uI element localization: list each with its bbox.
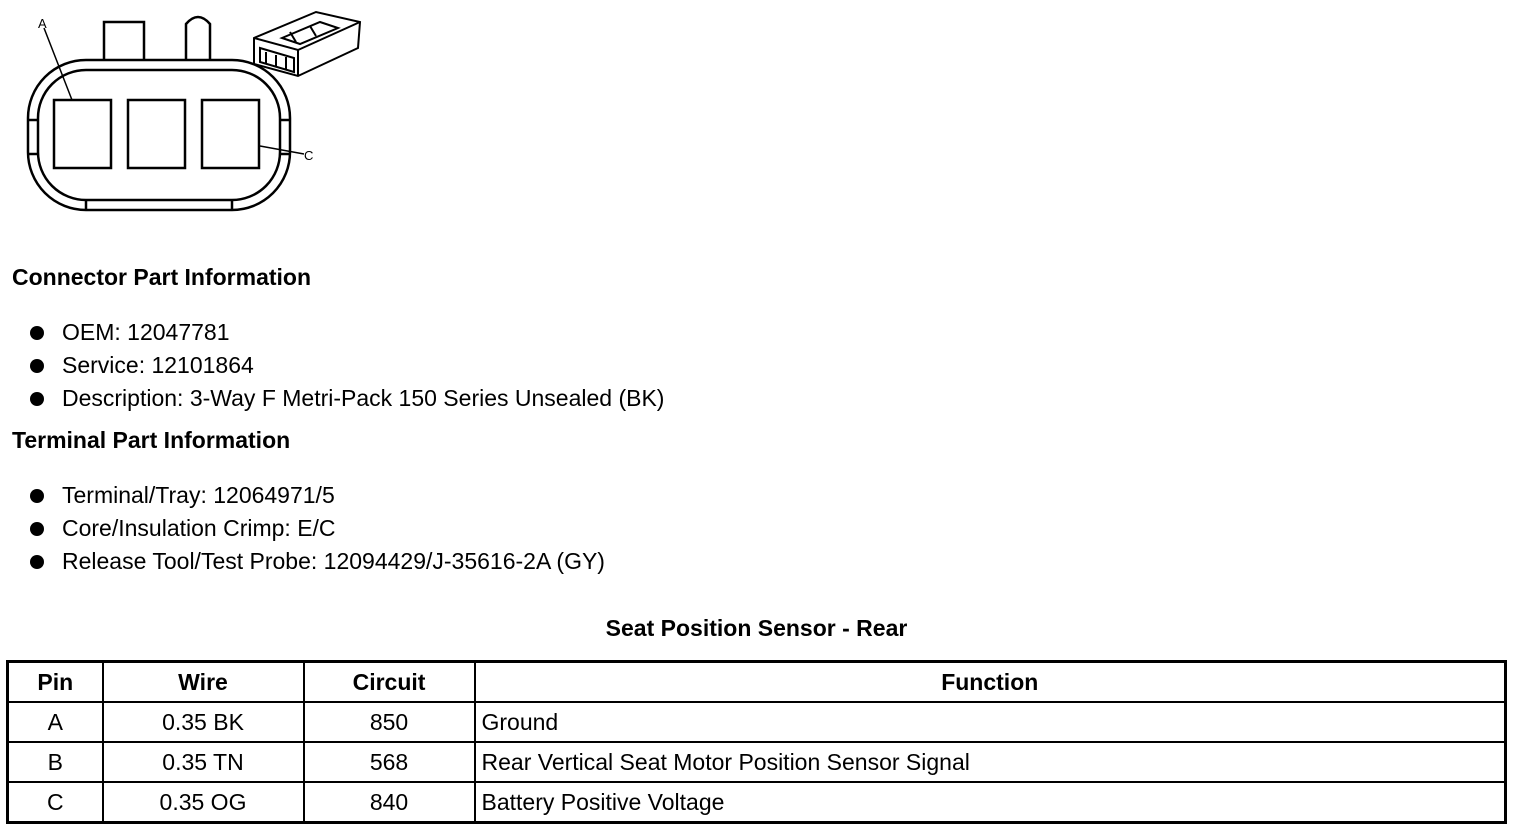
- bullet-icon: [30, 489, 44, 503]
- connector-part-info-list: [28, 316, 664, 415]
- header-wire: Wire: [103, 662, 304, 703]
- cell-function: Rear Vertical Seat Motor Position Sensor Signal: [475, 742, 1506, 782]
- cell-function: Battery Positive Voltage: [475, 782, 1506, 823]
- cell-pin: C: [8, 782, 103, 823]
- bullet-icon: [30, 392, 44, 406]
- bullet-icon: [30, 555, 44, 569]
- cell-pin: B: [8, 742, 103, 782]
- connector-isometric-icon: [254, 12, 360, 76]
- table-row: [8, 782, 1506, 823]
- list-item: Service: 12101864: [28, 349, 664, 382]
- pinout-table: [6, 660, 1507, 824]
- pinout-table-title: Seat Position Sensor - Rear: [605, 615, 908, 641]
- cell-circuit: 840: [304, 782, 475, 823]
- cell-wire: 0.35 TN: [103, 742, 304, 782]
- bullet-icon: [30, 359, 44, 373]
- cell-circuit: 568: [304, 742, 475, 782]
- terminal-part-info-list: [28, 479, 605, 578]
- table-row: [8, 742, 1506, 782]
- header-function: Function: [475, 662, 1506, 703]
- list-item: OEM: 12047781: [28, 316, 664, 349]
- bullet-icon: [30, 326, 44, 340]
- cell-pin: A: [8, 702, 103, 742]
- bullet-icon: [30, 522, 44, 536]
- connector-diagram: [20, 8, 380, 218]
- list-item: Release Tool/Test Probe: 12094429/J-35616-2A (GY): [28, 545, 605, 578]
- connector-housing-outer: [28, 60, 290, 210]
- pin-label-a: A: [38, 16, 47, 31]
- cell-circuit: 850: [304, 702, 475, 742]
- terminal-part-info-title: Terminal Part Information: [12, 427, 291, 453]
- header-circuit: Circuit: [304, 662, 475, 703]
- cell-wire: 0.35 BK: [103, 702, 304, 742]
- list-item: Core/Insulation Crimp: E/C: [28, 512, 605, 545]
- connector-part-info-title: Connector Part Information: [12, 264, 312, 290]
- cell-function: Ground: [475, 702, 1506, 742]
- list-item: Terminal/Tray: 12064971/5: [28, 479, 605, 512]
- table-row: [8, 702, 1506, 742]
- table-header-row: [8, 662, 1506, 703]
- header-pin: Pin: [8, 662, 103, 703]
- list-item: Description: 3-Way F Metri-Pack 150 Series Unsealed (BK): [28, 382, 664, 415]
- cell-wire: 0.35 OG: [103, 782, 304, 823]
- pin-label-c: C: [304, 148, 314, 163]
